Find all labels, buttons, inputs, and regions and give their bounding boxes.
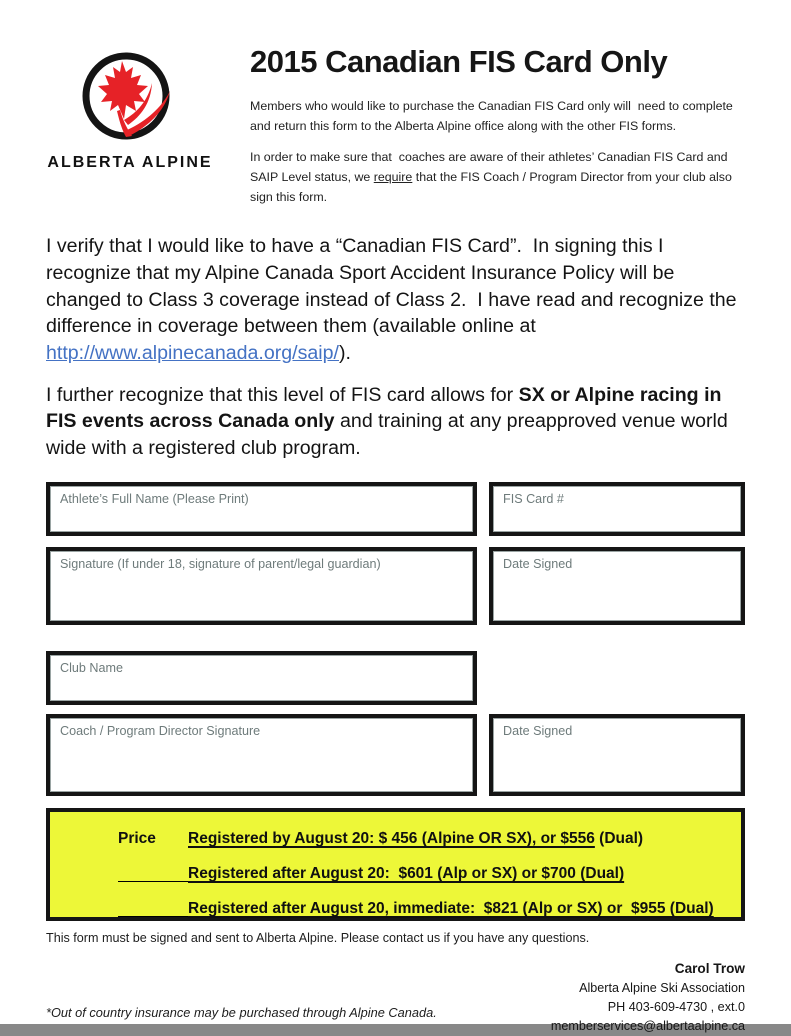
fis-card-inner <box>493 486 741 532</box>
signature-label: Signature (If under 18, signature of parent/legal guardian) <box>60 556 381 571</box>
further-text-bold: SX or Alpine racing in FIS events across Canada only <box>46 383 727 433</box>
contact-block <box>551 959 745 1036</box>
underline-lead <box>118 866 188 882</box>
intro-paragraph-1: Members who would like to purchase the Canadian FIS Card only will need to complete and return this form to the Alberta Alpine office along with the other FIS forms. <box>250 99 737 134</box>
form-fields <box>0 482 791 921</box>
verify-text-post: ). <box>339 342 351 365</box>
intro-paragraph-2 <box>250 147 745 207</box>
page-title: 2015 Canadian FIS Card Only <box>250 44 668 79</box>
footer-note: This form must be signed and sent to Alberta Alpine. Please contact us if you have any questions. <box>46 930 590 945</box>
form-row-4 <box>46 714 745 796</box>
saip-link[interactable]: http://www.alpinecanada.org/saip/ <box>46 342 339 365</box>
signature-field[interactable] <box>46 547 477 625</box>
form-row-3 <box>46 651 745 705</box>
coach-date-label: Date Signed <box>503 723 573 738</box>
main-body <box>0 233 791 461</box>
price-row-2-underlined: Registered after August 20: $601 (Alp or SX) or $700 (Dual) <box>188 865 625 883</box>
contact-email: memberservices@albertaalpine.ca <box>550 1018 745 1033</box>
intro2-pre: In order to make sure that coaches are aware of their athletes’ Canadian FIS Card and SAIP Level status, we <box>250 150 731 185</box>
coach-signature-label: Coach / Program Director Signature <box>60 723 261 738</box>
verify-text-pre: I verify that I would like to have a “Canadian FIS Card”. In signing this I recognize that my Alpine Canada Sport Accident Insurance Policy will be changed to Class 3 coverage instead of Class 2. I have read and recognize the difference in coverage between them (available online at <box>46 235 743 338</box>
signature-inner <box>50 551 473 621</box>
coach-date-inner <box>493 718 741 792</box>
price-row-1-underlined: Registered by August 20: $ 456 (Alpine OR SX), or $556 <box>188 830 595 848</box>
price-row-1-trailing: (Dual) <box>594 830 644 848</box>
price-row-2 <box>118 857 731 892</box>
coach-signature-inner <box>50 718 473 792</box>
further-text-pre: I further recognize that this level of FIS card allows for <box>46 383 519 406</box>
price-label: Price <box>118 830 156 848</box>
insurance-note: *Out of country insurance may be purchased through Alpine Canada. <box>46 1004 437 1020</box>
contact-phone: PH 403-609-4730 , ext.0 <box>607 999 745 1014</box>
fis-card-label: FIS Card # <box>503 491 564 506</box>
contact-org: Alberta Alpine Ski Association <box>579 980 745 995</box>
further-text-post: and training at any preapproved venue world wide with a registered club program. <box>46 410 734 459</box>
price-row-3-underlined: Registered after August 20, immediate: $821 (Alp or SX) or $955 (Dual) <box>188 900 714 918</box>
athlete-name-label: Athlete’s Full Name (Please Print) <box>60 491 249 506</box>
price-row-1 <box>118 822 731 857</box>
form-row-2 <box>46 547 745 625</box>
underline-lead <box>118 901 188 917</box>
header <box>0 0 791 218</box>
athlete-name-field[interactable] <box>46 482 477 536</box>
logo-org-name: ALBERTA ALPINE <box>47 154 213 171</box>
intro2-require-underlined: require <box>373 170 413 185</box>
further-paragraph <box>46 382 745 462</box>
header-text-column <box>250 36 745 218</box>
contact-name: Carol Trow <box>674 960 745 976</box>
maple-leaf-swoosh-icon <box>66 50 194 150</box>
row-3-spacer <box>489 651 745 705</box>
coach-signature-field[interactable] <box>46 714 477 796</box>
price-row-3 <box>118 892 731 927</box>
date-signed-inner <box>493 551 741 621</box>
footer <box>0 931 791 1036</box>
club-name-inner <box>50 655 473 701</box>
club-name-label: Club Name <box>60 660 123 675</box>
date-signed-field[interactable] <box>489 547 745 625</box>
alberta-alpine-logo <box>40 36 220 218</box>
price-box <box>46 808 745 921</box>
footer-bottom <box>46 959 745 1036</box>
athlete-name-inner <box>50 486 473 532</box>
fis-card-number-field[interactable] <box>489 482 745 536</box>
coach-date-signed-field[interactable] <box>489 714 745 796</box>
verify-paragraph <box>46 233 745 366</box>
club-name-field[interactable] <box>46 651 477 705</box>
form-row-1 <box>46 482 745 536</box>
date-signed-label: Date Signed <box>503 556 573 571</box>
intro2-post: that the FIS Coach / Program Director from your club also sign this form. <box>250 170 736 205</box>
